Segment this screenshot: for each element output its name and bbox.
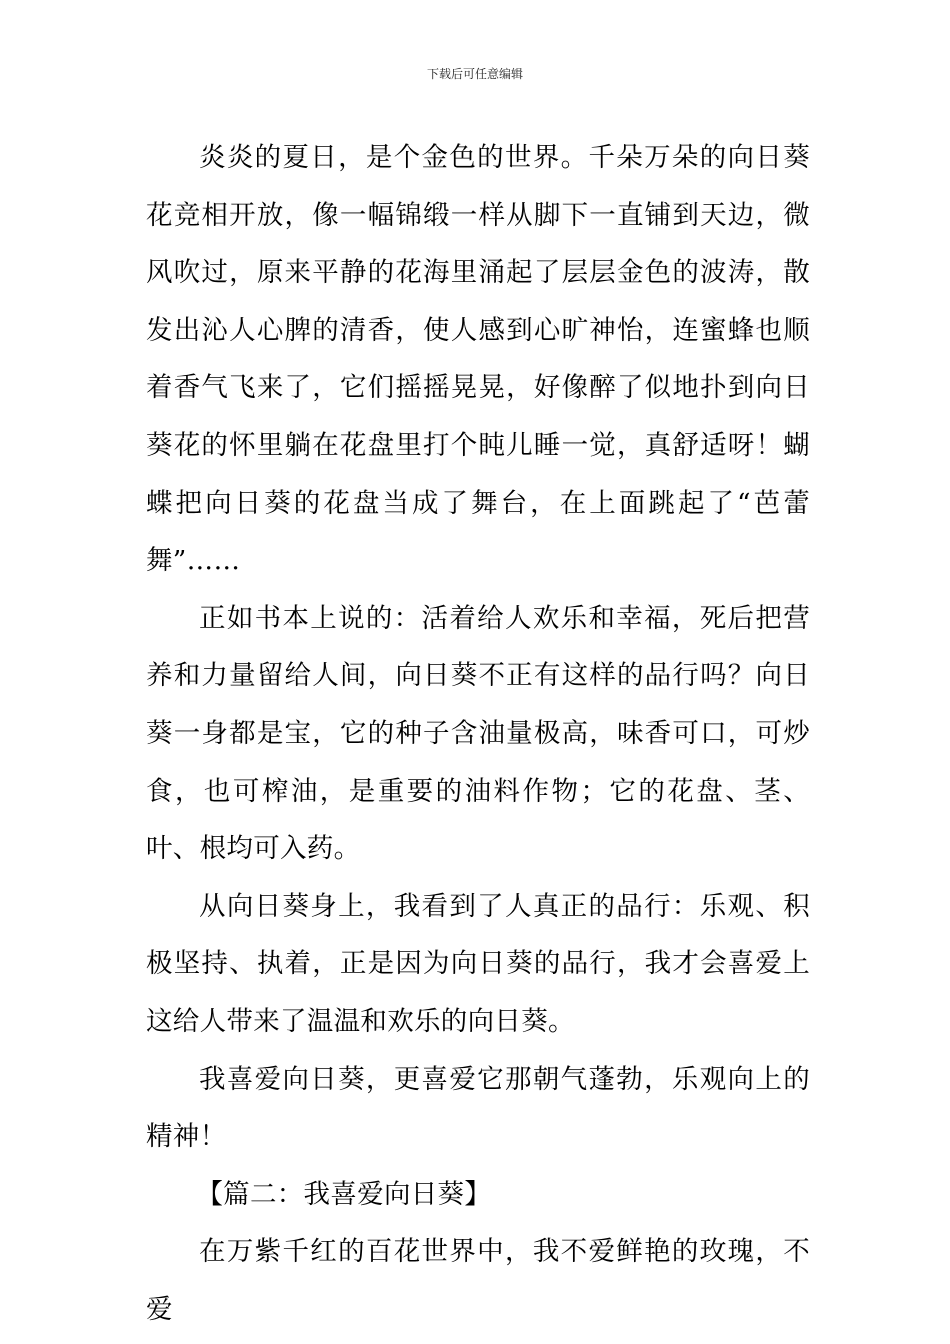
document-body [146,129,810,1338]
paragraph-1: 炎炎的夏日，是个金色的世界。千朵万朵的向日葵花竞相开放，像一幅锦缎一样从脚下一直铺到天边，微风吹过，原来平静的花海里涌起了层层金色的波涛，散发出沁人心脾的清香，使人感到心旷神怡，连蜜蜂也顺着香气飞来了，它们摇摇晃晃，好像醉了似地扑到向日葵花的怀里躺在花盘里打个盹儿睡一觉，真舒适呀！蝴蝶把向日葵的花盘当成了舞台，在上面跳起了“芭蕾舞”…… [146,142,810,577]
paragraph-5: 在万紫千红的百花世界中，我不爱鲜艳的玫瑰，不爱 [146,1236,810,1325]
paragraph-2: 正如书本上说的：活着给人欢乐和幸福，死后把营养和力量留给人间，向日葵不正有这样的品行吗？向日葵一身都是宝，它的种子含油量极高，味香可口，可炒食，也可榨油，是重要的油料作物；它的花盘、茎、叶、根均可入药。 [146,602,810,865]
page-header: 下载后可任意编辑 [426,67,523,81]
section-heading: 【篇二：我喜爱向日葵】 [196,1178,492,1210]
paragraph-4: 我喜爱向日葵，更喜爱它那朝气蓬勃，乐观向上的精神！ [146,1063,810,1153]
paragraph-3: 从向日葵身上，我看到了人真正的品行：乐观、积极坚持、执着，正是因为向日葵的品行，我才会喜爱上这给人带来了温温和欢乐的向日葵。 [146,890,810,1037]
